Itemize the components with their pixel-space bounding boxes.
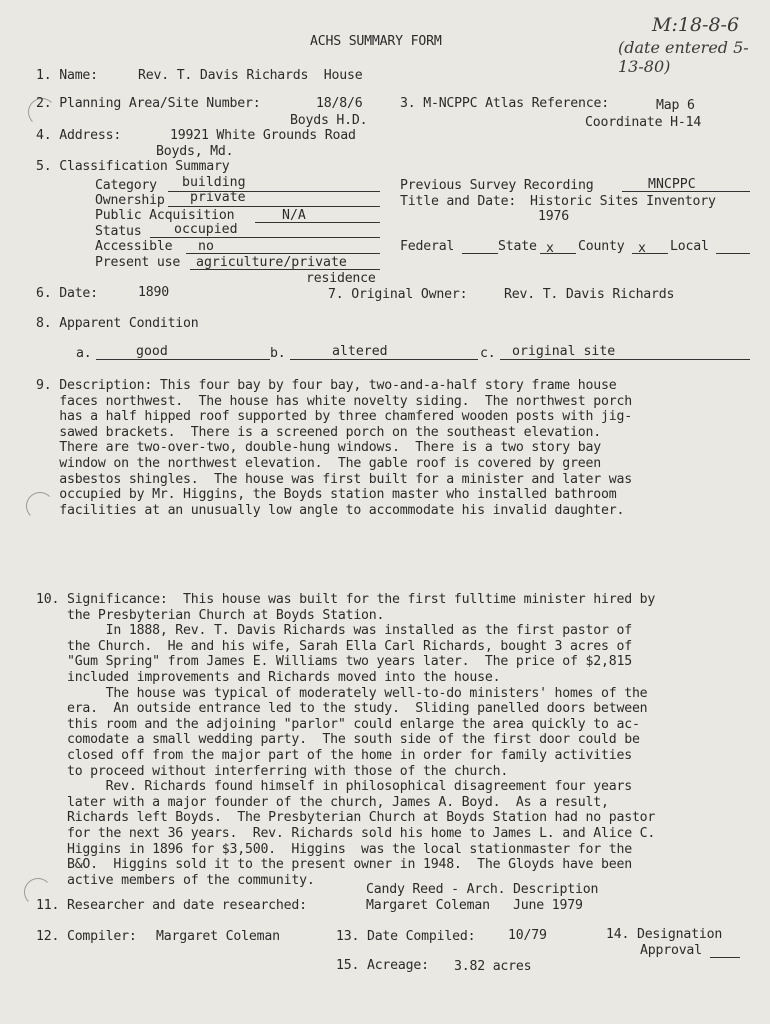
text-line: this room and the adjoining "parlor" could enlarge the area quickly to ac- [36,716,640,732]
item7-label: 7. Original Owner: [328,287,468,302]
title-date-year: 1976 [538,209,569,224]
item2-value: 18/8/6 [316,96,363,111]
prev-survey-value: MNCPPC [648,177,696,192]
text-line: faces northwest. The house has white novelty siding. The northwest porch [36,393,632,409]
text-line: facilities at an unusually low angle to accommodate his invalid daughter. [36,502,625,518]
text-line: Higgins in 1896 for $3,500. Higgins was the local stationmaster for the [36,841,632,857]
item11-label: 11. Researcher and date researched: [36,898,307,913]
condition-a-label: a. [76,346,92,361]
state-mark: x [546,241,554,256]
status-label: Status [95,224,142,239]
accessible-label: Accessible [95,239,173,254]
prev-survey-label: Previous Survey Recording [400,178,594,193]
item13-label: 13. Date Compiled: [336,929,476,944]
condition-b-label: b. [270,346,286,361]
item15-value: 3.82 acres [454,959,532,974]
text-line: Richards left Boyds. The Presbyterian Church at Boyds Station had no pastor [36,810,656,826]
item4-label: 4. Address: [36,128,122,143]
title-date-value: Historic Sites Inventory [530,194,716,209]
text-line: There are two-over-two, double-hung windows. There is a two story bay [36,440,601,456]
form-title: ACHS SUMMARY FORM [310,34,442,49]
item13-value: 10/79 [508,928,547,943]
item3-value: Map 6 [656,98,695,113]
text-line: to proceed without interferring with those of the church. [36,763,509,779]
item1-value: Rev. T. Davis Richards House [138,68,363,83]
county-mark: x [638,241,646,256]
item12-value: Margaret Coleman [156,929,280,944]
text-line: B&O. Higgins sold it to the present owner in 1948. The Gloyds have been [36,857,632,873]
state-label: State [498,239,537,254]
accessible-value: no [198,239,214,254]
item7-value: Rev. T. Davis Richards [504,287,675,302]
item4-value2: Boyds, Md. [156,144,234,159]
item5-label: 5. Classification Summary [36,159,230,174]
item6-label: 6. Date: [36,286,98,301]
acquisition-line [255,222,380,223]
handwritten-number: M:18-8-6 [652,14,740,36]
condition-b-value: altered [332,344,388,359]
item15-label: 15. Acreage: [336,958,429,973]
item3-label: 3. M-NCPPC Atlas Reference: [400,96,609,111]
text-line: window on the northwest elevation. The gable roof is covered by green [36,456,601,471]
condition-c-label: c. [480,346,496,361]
item8-label: 8. Apparent Condition [36,316,199,331]
county-label: County [578,239,625,254]
text-line: Rev. Richards found himself in philosophical disagreement four years [36,779,632,795]
text-line: era. An outside entrance led to the study. Sliding panelled doors between [36,701,648,717]
text-line: 9. Description: This four bay by four bay, two-and-a-half story frame house [36,378,617,393]
item12-label: 12. Compiler: [36,929,137,944]
ownership-label: Ownership [95,193,165,208]
item3-value2: Coordinate H-14 [585,115,702,130]
text-line: the Church. He and his wife, Sarah Ella Carl Richards, bought 3 acres of [36,638,632,654]
handwritten-date-entered: (date entered 5-13-80) [618,38,749,76]
item4-value: 19921 White Grounds Road [170,128,356,143]
title-date-label: Title and Date: [400,194,517,209]
category-value: building [182,175,246,190]
item6-value: 1890 [138,285,169,300]
item11-extra: Candy Reed - Arch. Description [366,882,599,897]
text-line: closed off from the major part of the home in order for family activities [36,748,632,763]
county-line [632,253,668,254]
condition-b-line [290,359,478,360]
designation-approval-line [710,957,740,958]
item2-label: 2. Planning Area/Site Number: [36,96,261,111]
item14-label2: Approval [640,943,702,958]
text-line: has a half hipped roof supported by three chamfered wooden posts with jig- [36,409,632,425]
text-line: for the next 36 years. Rev. Richards sold his home to James L. and Alice C. [36,826,656,841]
text-line: the Presbyterian Church at Boyds Station. [36,607,385,623]
item2-value2: Boyds H.D. [290,113,368,128]
text-line: "Gum Spring" from James E. Williams two years later. The price of $2,815 [36,654,632,670]
condition-c-line [500,359,750,360]
text-line: comodate a small wedding party. The south side of the first door could be [36,732,640,748]
text-line: occupied by Mr. Higgins, the Boyds station master who installed bathroom [36,487,617,503]
federal-label: Federal [400,239,455,254]
item11-value: Margaret Coleman June 1979 [366,898,583,913]
item14-label: 14. Designation [606,927,723,942]
condition-c-value: original site [512,344,616,359]
use-line [190,269,380,270]
text-line: The house was typical of moderately well-to-do ministers' homes of the [36,685,648,701]
state-line [540,253,576,254]
status-line [150,237,380,238]
use-value2: residence [306,271,376,286]
ownership-line [168,206,380,207]
local-label: Local [670,239,709,254]
local-line [716,253,750,254]
status-value: occupied [174,222,238,237]
text-line: active members of the community. [36,872,315,888]
acquisition-label: Public Acquisition [95,208,235,223]
condition-a-value: good [136,344,168,359]
text-line: later with a major founder of the church, James A. Boyd. As a result, [36,794,609,810]
ownership-value: private [190,190,246,205]
text-line: asbestos shingles. The house was first built for a minister and later was [36,471,632,487]
use-label: Present use [95,255,181,270]
item1-label: 1. Name: [36,68,98,83]
prev-survey-line [622,191,750,192]
text-line: 10. Significance: This house was built for the first fulltime minister hired by [36,592,656,607]
federal-line [462,253,498,254]
acquisition-value: N/A [282,208,306,223]
accessible-line [186,253,380,254]
text-line: In 1888, Rev. T. Davis Richards was installed as the first pastor of [36,623,632,639]
text-line: included improvements and Richards moved into the house. [36,670,501,685]
condition-a-line [96,359,270,360]
text-line: sawed brackets. There is a screened porch on the southeast elevation. [36,424,601,440]
use-value: agriculture/private [196,255,347,270]
category-label: Category [95,178,157,193]
